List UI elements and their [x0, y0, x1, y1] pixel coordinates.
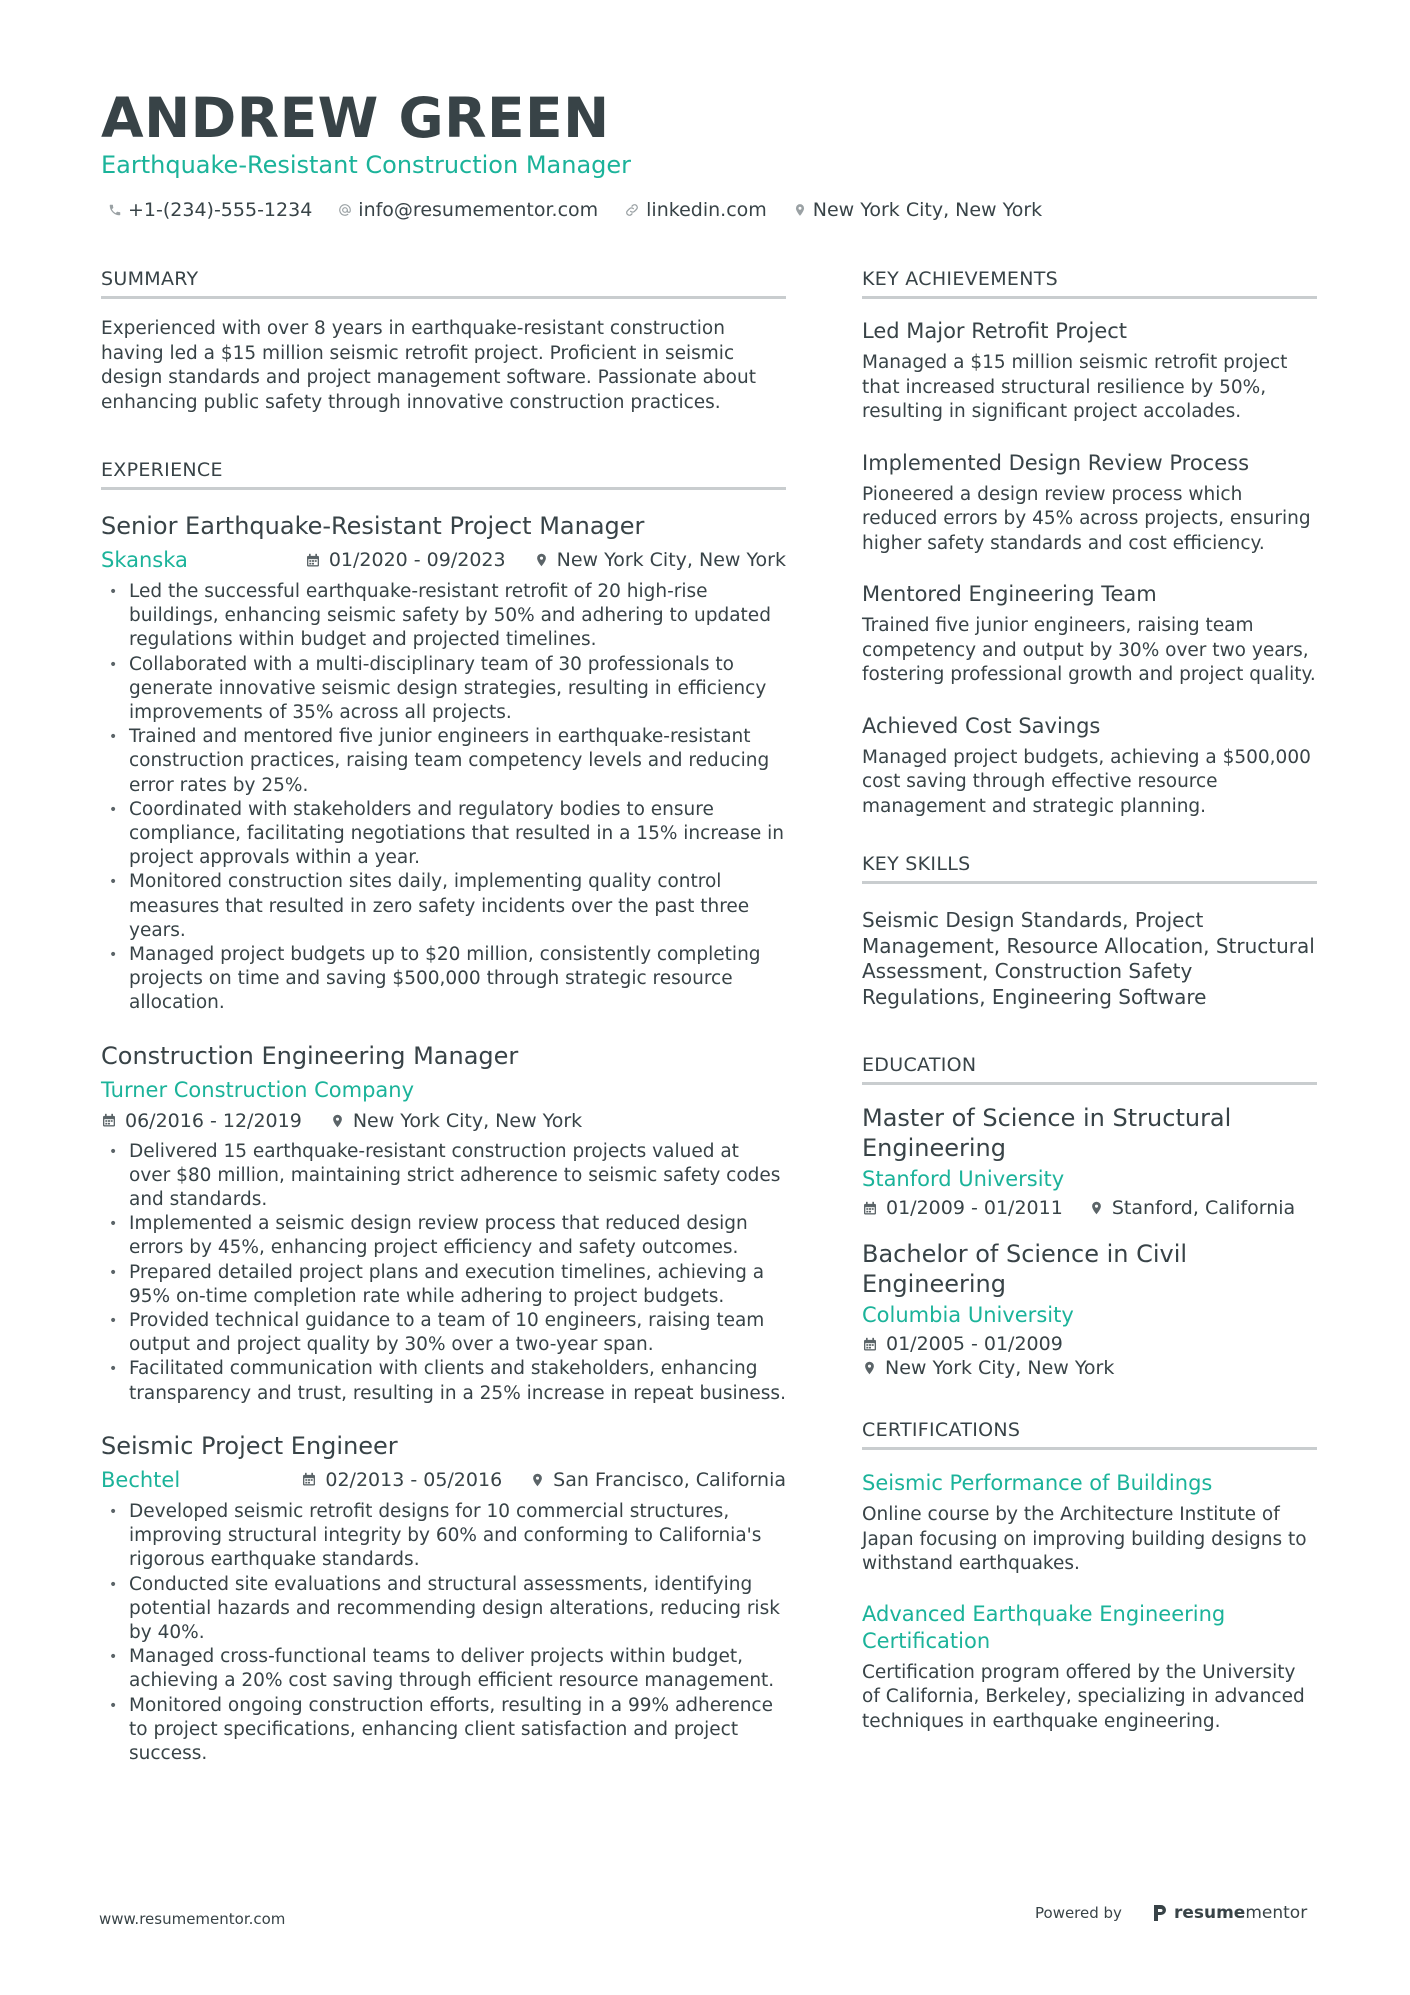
achievement-title: Implemented Design Review Process	[862, 450, 1250, 475]
job-title: Construction Engineering Manager	[101, 1041, 519, 1070]
certification-title: Seismic Performance of Buildings	[862, 1471, 1213, 1495]
summary-heading: SUMMARY	[101, 268, 786, 299]
education-dates-text: 01/2009 - 01/2011	[886, 1197, 1063, 1219]
contact-linkedin[interactable]	[624, 199, 767, 221]
location-text: New York City, New York	[812, 199, 1043, 221]
job-entry	[101, 1042, 786, 1406]
experience-heading: EXPERIENCE	[101, 459, 786, 490]
phone-text: +1-(234)-555-1234	[128, 199, 313, 221]
summary-text: Experienced with over 8 years in earthquake-resistant construction having led a $15 million seismic retrofit project. Proficient in seismic design standards and project management software. Passionate about enhancing public safety through innovative construction practices.	[101, 318, 756, 413]
contact-phone[interactable]	[108, 199, 312, 221]
calendar-icon	[301, 1471, 317, 1488]
job-meta	[101, 1468, 786, 1492]
job-entry	[101, 1432, 786, 1766]
education-location	[1089, 1197, 1295, 1219]
job-bullet: • Monitored ongoing construction efforts, resulting in a 99% adherence to project specifications, enhancing client satisfaction and project success.	[101, 1694, 786, 1767]
certification-item	[862, 1601, 1317, 1735]
achievement-item	[862, 451, 1317, 557]
education-degree: Master of Science in Structural Engineering	[862, 1104, 1232, 1162]
location-pin-icon	[330, 1112, 345, 1130]
education-location	[862, 1357, 1317, 1379]
achievement-title: Mentored Engineering Team	[862, 582, 1157, 606]
education-item	[862, 1103, 1317, 1219]
contact-row	[108, 199, 1068, 221]
education-heading: EDUCATION	[862, 1054, 1317, 1085]
job-bullets	[101, 580, 786, 1016]
candidate-role: Earthquake-Resistant Construction Manager	[101, 151, 632, 179]
experience-section	[101, 459, 786, 1766]
location-pin-icon	[530, 1471, 545, 1489]
brand-logo-icon	[1152, 1903, 1168, 1923]
job-dates-text: 01/2020 - 09/2023	[328, 549, 506, 571]
education-item	[862, 1239, 1317, 1379]
summary-section	[101, 268, 786, 415]
job-bullets	[101, 1500, 786, 1766]
contact-location	[793, 199, 1042, 221]
calendar-icon	[862, 1336, 878, 1353]
job-dates	[301, 1469, 502, 1491]
phone-icon	[108, 203, 122, 217]
job-dates-text: 02/2013 - 05/2016	[325, 1468, 503, 1491]
achievement-desc: Managed a $15 million seismic retrofit project that increased structural resilience by 50%, resulting in significant project accolades.	[862, 352, 1288, 422]
job-bullets	[101, 1140, 786, 1406]
achievement-title: Led Major Retrofit Project	[862, 319, 1128, 343]
location-pin-icon	[1089, 1199, 1104, 1217]
location-pin-icon	[534, 551, 549, 569]
at-icon	[338, 203, 352, 217]
footer-website[interactable]: www.resumementor.com	[99, 1910, 286, 1928]
brand-name-accent: mentor	[1245, 1903, 1308, 1923]
powered-by-text: Powered by	[1035, 1904, 1122, 1922]
achievement-item	[862, 714, 1317, 820]
right-column	[862, 268, 1317, 1758]
job-title: Senior Earthquake-Resistant Project Manager	[101, 512, 645, 540]
education-location-text: Stanford, California	[1111, 1197, 1296, 1219]
job-bullet: • Managed cross-functional teams to deliver projects within budget, achieving a 20% cost saving through efficient resource management.	[101, 1645, 786, 1693]
job-entry	[101, 512, 786, 1016]
left-column	[101, 268, 786, 1786]
calendar-icon	[101, 1112, 117, 1129]
location-pin-icon	[862, 1359, 877, 1377]
job-dates	[101, 1110, 302, 1132]
job-company-row	[101, 1078, 786, 1102]
job-bullet: • Delivered 15 earthquake-resistant construction projects valued at over $80 million, maintaining strict adherence to seismic safety codes and standards.	[101, 1140, 786, 1213]
job-company: Skanska	[101, 548, 188, 572]
skills-section	[862, 853, 1317, 1010]
achievements-section	[862, 268, 1317, 819]
job-title: Seismic Project Engineer	[101, 1431, 398, 1460]
linkedin-text: linkedin.com	[646, 199, 767, 221]
certification-desc: Online course by the Architecture Institute of Japan focusing on improving building designs to withstand earthquakes.	[862, 1504, 1307, 1574]
job-location-text: New York City, New York	[352, 1109, 583, 1132]
job-bullet: • Led the successful earthquake-resistant retrofit of 20 high-rise buildings, enhancing seismic safety by 50% and adhering to updated regulations within budget and projected timelines.	[101, 580, 786, 653]
job-location-text: San Francisco, California	[553, 1468, 786, 1491]
job-bullet: • Provided technical guidance to a team of 10 engineers, raising team output and project quality by 30% over a two-year span.	[101, 1309, 786, 1357]
education-location-text: New York City, New York	[885, 1357, 1115, 1379]
certification-title: Advanced Earthquake Engineering Certification	[862, 1601, 1226, 1653]
job-dates	[305, 549, 506, 571]
skills-text: Seismic Design Standards, Project Management, Resource Allocation, Structural Assessment, Construction Safety Regulations, Engineering Software	[862, 908, 1315, 1009]
job-meta	[101, 548, 786, 572]
brand-name-main: resume	[1173, 1903, 1246, 1923]
achievement-item	[862, 319, 1317, 425]
job-bullet: • Developed seismic retrofit designs for 10 commercial structures, improving structural integrity by 60% and conforming to California's rigorous earthquake standards.	[101, 1500, 786, 1573]
achievement-desc: Trained five junior engineers, raising team competency and output by 30% over two years, fostering professional growth and project quality.	[862, 615, 1316, 685]
footer-branding	[1035, 1903, 1307, 1923]
certifications-heading: CERTIFICATIONS	[862, 1419, 1317, 1450]
achievement-desc: Pioneered a design review process which reduced errors by 45% across projects, ensuring higher safety standards and cost efficiency.	[862, 483, 1311, 554]
education-school: Stanford University	[862, 1167, 1065, 1191]
skills-heading: KEY SKILLS	[862, 853, 1317, 884]
job-bullet: • Conducted site evaluations and structural assessments, identifying potential hazards and recommending design alterations, reducing risk by 40%.	[101, 1573, 786, 1646]
calendar-icon	[862, 1200, 878, 1217]
link-icon	[624, 202, 640, 218]
job-bullet: • Implemented a seismic design review process that reduced design errors by 45%, enhancing project efficiency and safety outcomes.	[101, 1212, 786, 1260]
job-bullet: • Collaborated with a multi-disciplinary team of 30 professionals to generate innovative seismic design strategies, resulting in efficiency improvements of 35% across all projects.	[101, 653, 786, 726]
job-bullet: • Facilitated communication with clients and stakeholders, enhancing transparency and trust, resulting in a 25% increase in repeat business.	[101, 1357, 786, 1405]
job-bullet: • Prepared detailed project plans and execution timelines, achieving a 95% on-time completion rate while adhering to project budgets.	[101, 1261, 786, 1309]
education-meta	[862, 1197, 1317, 1219]
education-dates-text: 01/2005 - 01/2009	[886, 1333, 1063, 1355]
job-bullet: • Managed project budgets up to $20 million, consistently completing projects on time and saving $500,000 through strategic resource allocation.	[101, 943, 786, 1016]
education-dates	[862, 1197, 1063, 1219]
job-bullet: • Trained and mentored five junior engineers in earthquake-resistant construction practices, raising team competency levels and reducing error rates by 25%.	[101, 725, 786, 798]
certification-item	[862, 1470, 1317, 1577]
job-location	[534, 549, 786, 571]
candidate-name: ANDREW GREEN	[101, 86, 610, 150]
certifications-section	[862, 1419, 1317, 1734]
job-dates-text: 06/2016 - 12/2019	[125, 1109, 302, 1132]
brand-logo[interactable]	[1152, 1903, 1307, 1923]
achievement-title: Achieved Cost Savings	[862, 713, 1101, 738]
email-text: info@resumementor.com	[358, 199, 599, 221]
location-pin-icon	[793, 202, 807, 218]
job-location	[530, 1469, 786, 1491]
education-school: Columbia University	[862, 1303, 1074, 1327]
job-bullet: • Monitored construction sites daily, implementing quality control measures that resulted in zero safety incidents over the past three years.	[101, 870, 786, 943]
education-degree: Bachelor of Science in Civil Engineering	[862, 1240, 1188, 1298]
achievement-item	[862, 582, 1317, 688]
calendar-icon	[305, 552, 321, 569]
job-location-text: New York City, New York	[556, 549, 786, 571]
contact-email[interactable]	[338, 199, 598, 221]
job-location	[330, 1110, 582, 1132]
achievement-desc: Managed project budgets, achieving a $500,000 cost saving through effective resource management and strategic planning.	[862, 746, 1311, 817]
job-company: Turner Construction Company	[101, 1077, 415, 1102]
education-dates	[862, 1333, 1317, 1355]
certification-desc: Certification program offered by the University of California, Berkeley, specializing in advanced techniques in earthquake engineering.	[862, 1661, 1305, 1732]
education-section	[862, 1054, 1317, 1379]
job-company: Bechtel	[101, 1467, 181, 1492]
job-bullet: • Coordinated with stakeholders and regulatory bodies to ensure compliance, facilitating negotiations that resulted in a 15% increase in project approvals within a year.	[101, 798, 786, 871]
achievements-heading: KEY ACHIEVEMENTS	[862, 268, 1317, 299]
job-meta	[101, 1110, 786, 1132]
